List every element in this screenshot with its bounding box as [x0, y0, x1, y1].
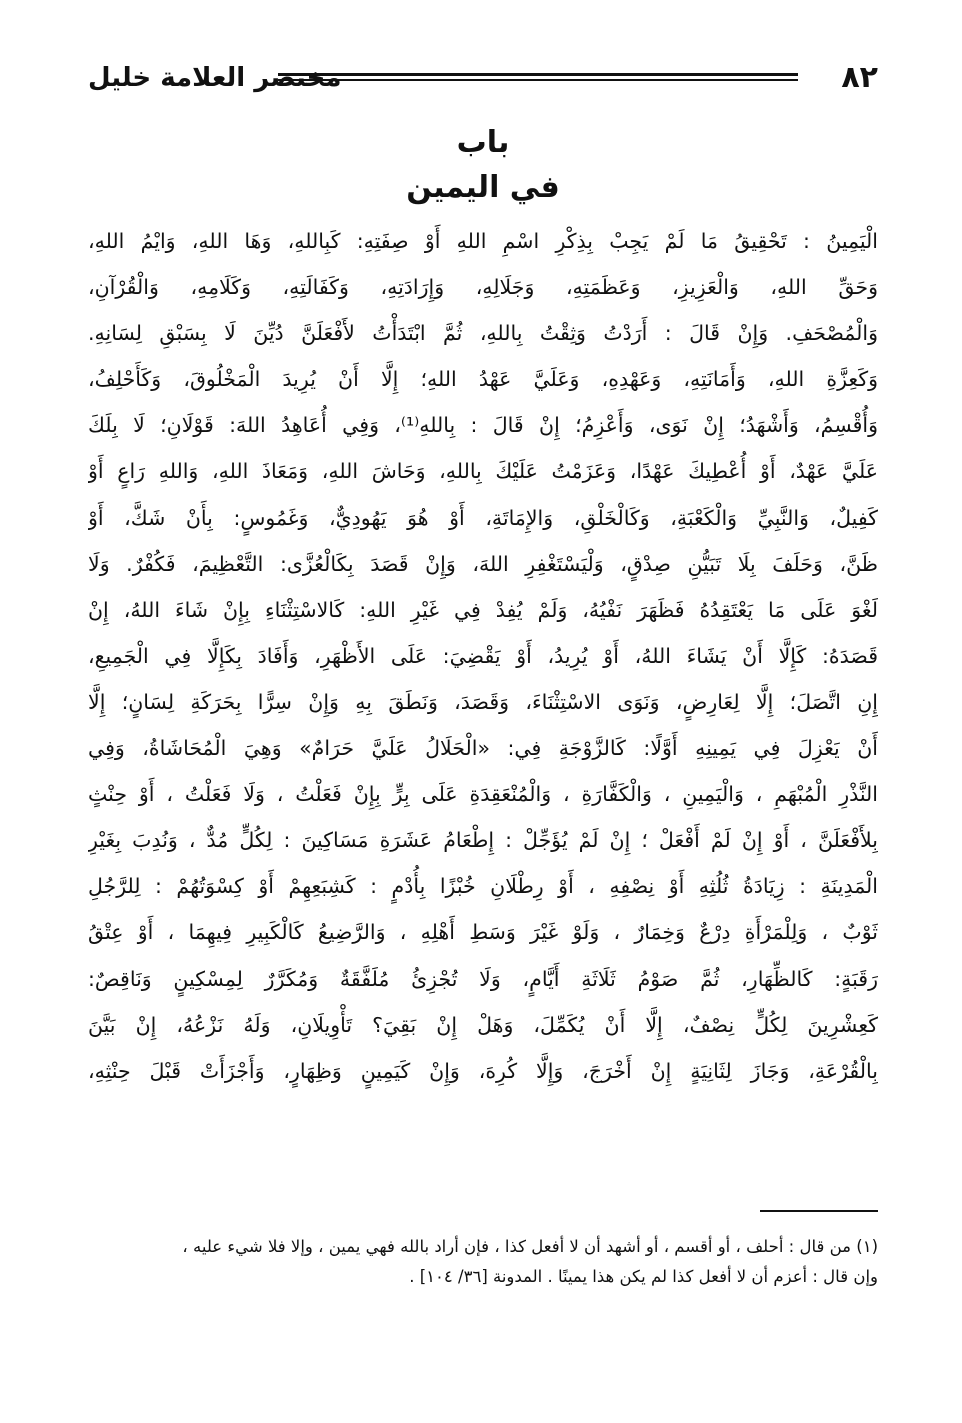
header-rule	[278, 73, 798, 81]
chapter-title: في اليمين	[406, 170, 560, 205]
text-line: ثَوْبٌ ، وَلِلْمَرْأَةِ دِرْعٌ وَخِمَارٌ ، وَلَوْ غَيْرَ وَسَطِ أَهْلِهِ ، وَالرَّضِيعُ كَالْكَبِيرِ فِيهِمَا ، أَوْ عِتْقُ	[88, 920, 878, 945]
text-line: وَحَقِّ اللهِ، وَالْعَزِيزِ، وَعَظَمَتِهِ، وَجَلَالِهِ، وَإِرَادَتِهِ، وَكَفَالَتِهِ، وَكَلَامِهِ، وَالْقُرْآنِ،	[88, 275, 878, 300]
footnotes	[88, 1232, 878, 1292]
text-line: إِنِ اتَّصَلَ؛ إِلَّا لِعَارِضٍ، وَنَوَى الاسْتِثْنَاءَ، وَقَصَدَ، وَنَطَقَ بِهِ وَإِنْ سِرًّا بِحَرَكَةِ لِسَانٍ؛ إِلَّا	[88, 689, 878, 714]
footnote-line: وإن قال : أعزم أن لا أفعل كذا لم يكن هذا يمينًا . المدونة [٣٦/ ١٠٤] .	[409, 1267, 878, 1286]
text-line: أَنْ يَعْزِلَ فِي يَمِينِهِ أَوَّلًا: كَالزَّوْجَةِ فِي: «الْحَلَالُ عَلَيَّ حَرَامٌ» وَهِيَ الْمُحَاشَاةُ، وَفِي	[88, 736, 878, 761]
text-line: الْيَمِينُ : تَحْقِيقُ مَا لَمْ يَجِبْ بِذِكْرِ اسْمِ اللهِ أَوْ صِفَتِهِ: كَبِاللهِ، وَهَا اللهِ، وَايْمُ اللهِ،	[88, 229, 878, 253]
text-line: وَكَعِزَّةِ اللهِ، وَأَمَانَتِهِ، وَعَهْدِهِ، وَعَلَيَّ عَهْدُ اللهِ؛ إِلَّا أَنْ يُرِيدَ الْمَخْلُوقَ، وَكَأَحْلِفُ،	[88, 367, 878, 392]
text-line: كَفِيلٌ، وَالنَّبِيِّ وَالْكَعْبَةِ، وَكَالْخَلْقِ، وَالإِمَاتَةِ، أَوْ هُوَ يَهُودِيٌّ، وَغَمُوسٍ: بِأَنْ شَكَّ، أَوْ	[88, 505, 878, 530]
text-line: رَقَبَةٍ: كَالظِّهَارِ، ثُمَّ صَوْمُ ثَلَاثَةِ أَيَّامٍ، وَلَا تُجْزِئُ مُلَفَّقَةٌ وَمُكَرَّرٌ لِمِسْكِينٍ وَنَاقِصٌ:	[88, 966, 878, 991]
text-line: بِلأَفْعَلَنَّ ، أَوْ إِنْ لَمْ أَفْعَلْ ؛ إِنْ لَمْ يُؤَجِّلْ : إِطْعَامُ عَشَرَةِ مَسَاكِينَ : لِكُلٍّ مُدٌّ ، وَنُدِبَ بِغَيْرِ	[88, 828, 878, 853]
text-line: وَالْمُصْحَفِ. وَإِنْ قَالَ : أَرَدْتُ وَثِقْتُ بِاللهِ، ثُمَّ ابْتَدَأْتُ لأَفْعَلَنَّ دُيِّنَ لَا بِسَبْقِ لِسَانِهِ.	[88, 321, 878, 346]
text-line: عَلَيَّ عَهْدٌ، أَوْ أُعْطِيكَ عَهْدًا، وَعَزَمْتُ عَلَيْكَ بِاللهِ، وَحَاشَ اللهِ، وَمَعَاذَ اللهِ، وَاللهِ رَاعٍ أَوْ	[88, 459, 878, 484]
text-line: النَّذْرِ الْمُبْهَمِ ، وَالْيَمِينِ ، وَالْكَفَّارَةِ ، وَالْمُنْعَقِدَةِ عَلَى بِرٍّ بِإِنْ فَعَلْتُ ، وَلَا فَعَلْتُ ، أَوْ حِنْثٍ	[88, 782, 878, 807]
text-line: كَعِشْرِينَ لِكُلٍّ نِصْفٌ، إِلَّا أَنْ يُكَمِّلَ، وَهَلْ إِنْ بَقِيَ؟ تَأْوِيلَانِ، وَلَهُ نَزْعُهُ، إِنْ بَيَّنَ	[88, 1012, 878, 1037]
text-line: قَصَدَهُ: كَإِلَّا أَنْ يَشَاءَ اللهُ، أَوْ يُرِيدُ، أَوْ يَقْضِيَ: عَلَى الأَظْهَرِ، وَأَفَادَ بِكَإِلَّا فِي الْجَمِيعِ،	[88, 643, 878, 668]
text-line: وَأُقْسِمُ، وَأَشْهَدُ؛ إِنْ نَوَى، وَأَعْزِمُ؛ إِنْ قَالَ : بِاللهِ⁽¹⁾، وَفِي أُعَاهِدُ اللهَ: قَوْلَانِ؛ لَا بِلَكَ	[88, 413, 878, 438]
footnote-line: (١) من قال : أحلف ، أو أقسم ، أو أشهد أن لا أفعل كذا ، فإن أراد بالله فهي يمين ، وإلا فلا شيء عليه ،	[182, 1237, 878, 1256]
body-text	[88, 218, 878, 1094]
text-line: بِالْقُرْعَةِ، وَجَازَ لِثَانِيَةٍ إِنْ أَخْرَجَ، وَإِلَّا كُرِهَ، وَإِنْ كَيَمِينٍ وَظِهَارٍ، وَأَجْزَأَتْ قَبْلَ حِنْثِهِ،	[88, 1058, 878, 1083]
page-number: ٨٢	[841, 60, 878, 95]
text-line: الْمَدِينَةِ : زِيَادَةُ ثُلُثِهِ أَوْ نِصْفِهِ ، أَوْ رِطْلَانِ خُبْزًا بِأُدْمٍ : كَشِبَعِهِمْ أَوْ كِسْوَتُهُمْ : لِلرَّجُلِ	[88, 874, 878, 899]
page-header	[88, 58, 878, 98]
text-line: لَغْوَ عَلَى مَا يَعْتَقِدُهُ فَظَهَرَ نَفْيُهُ، وَلَمْ يُفِدْ فِي غَيْرِ اللهِ: كَالاسْتِثْنَاءِ بِإِنْ شَاءَ اللهُ، إِنْ	[88, 597, 878, 622]
footnote-rule	[760, 1210, 878, 1212]
text-line: ظَنَّ، وَحَلَفَ بِلَا تَبَيُّنِ صِدْقٍ، وَلْيَسْتَغْفِرِ اللهَ، وَإِنْ قَصَدَ بِكَالْعُزَّى: التَّعْظِيمَ، فَكُفْرٌ. وَلَا	[88, 551, 878, 576]
running-title: مختصر العلامة خليل	[88, 63, 342, 93]
chapter-heading: باب	[456, 125, 510, 160]
